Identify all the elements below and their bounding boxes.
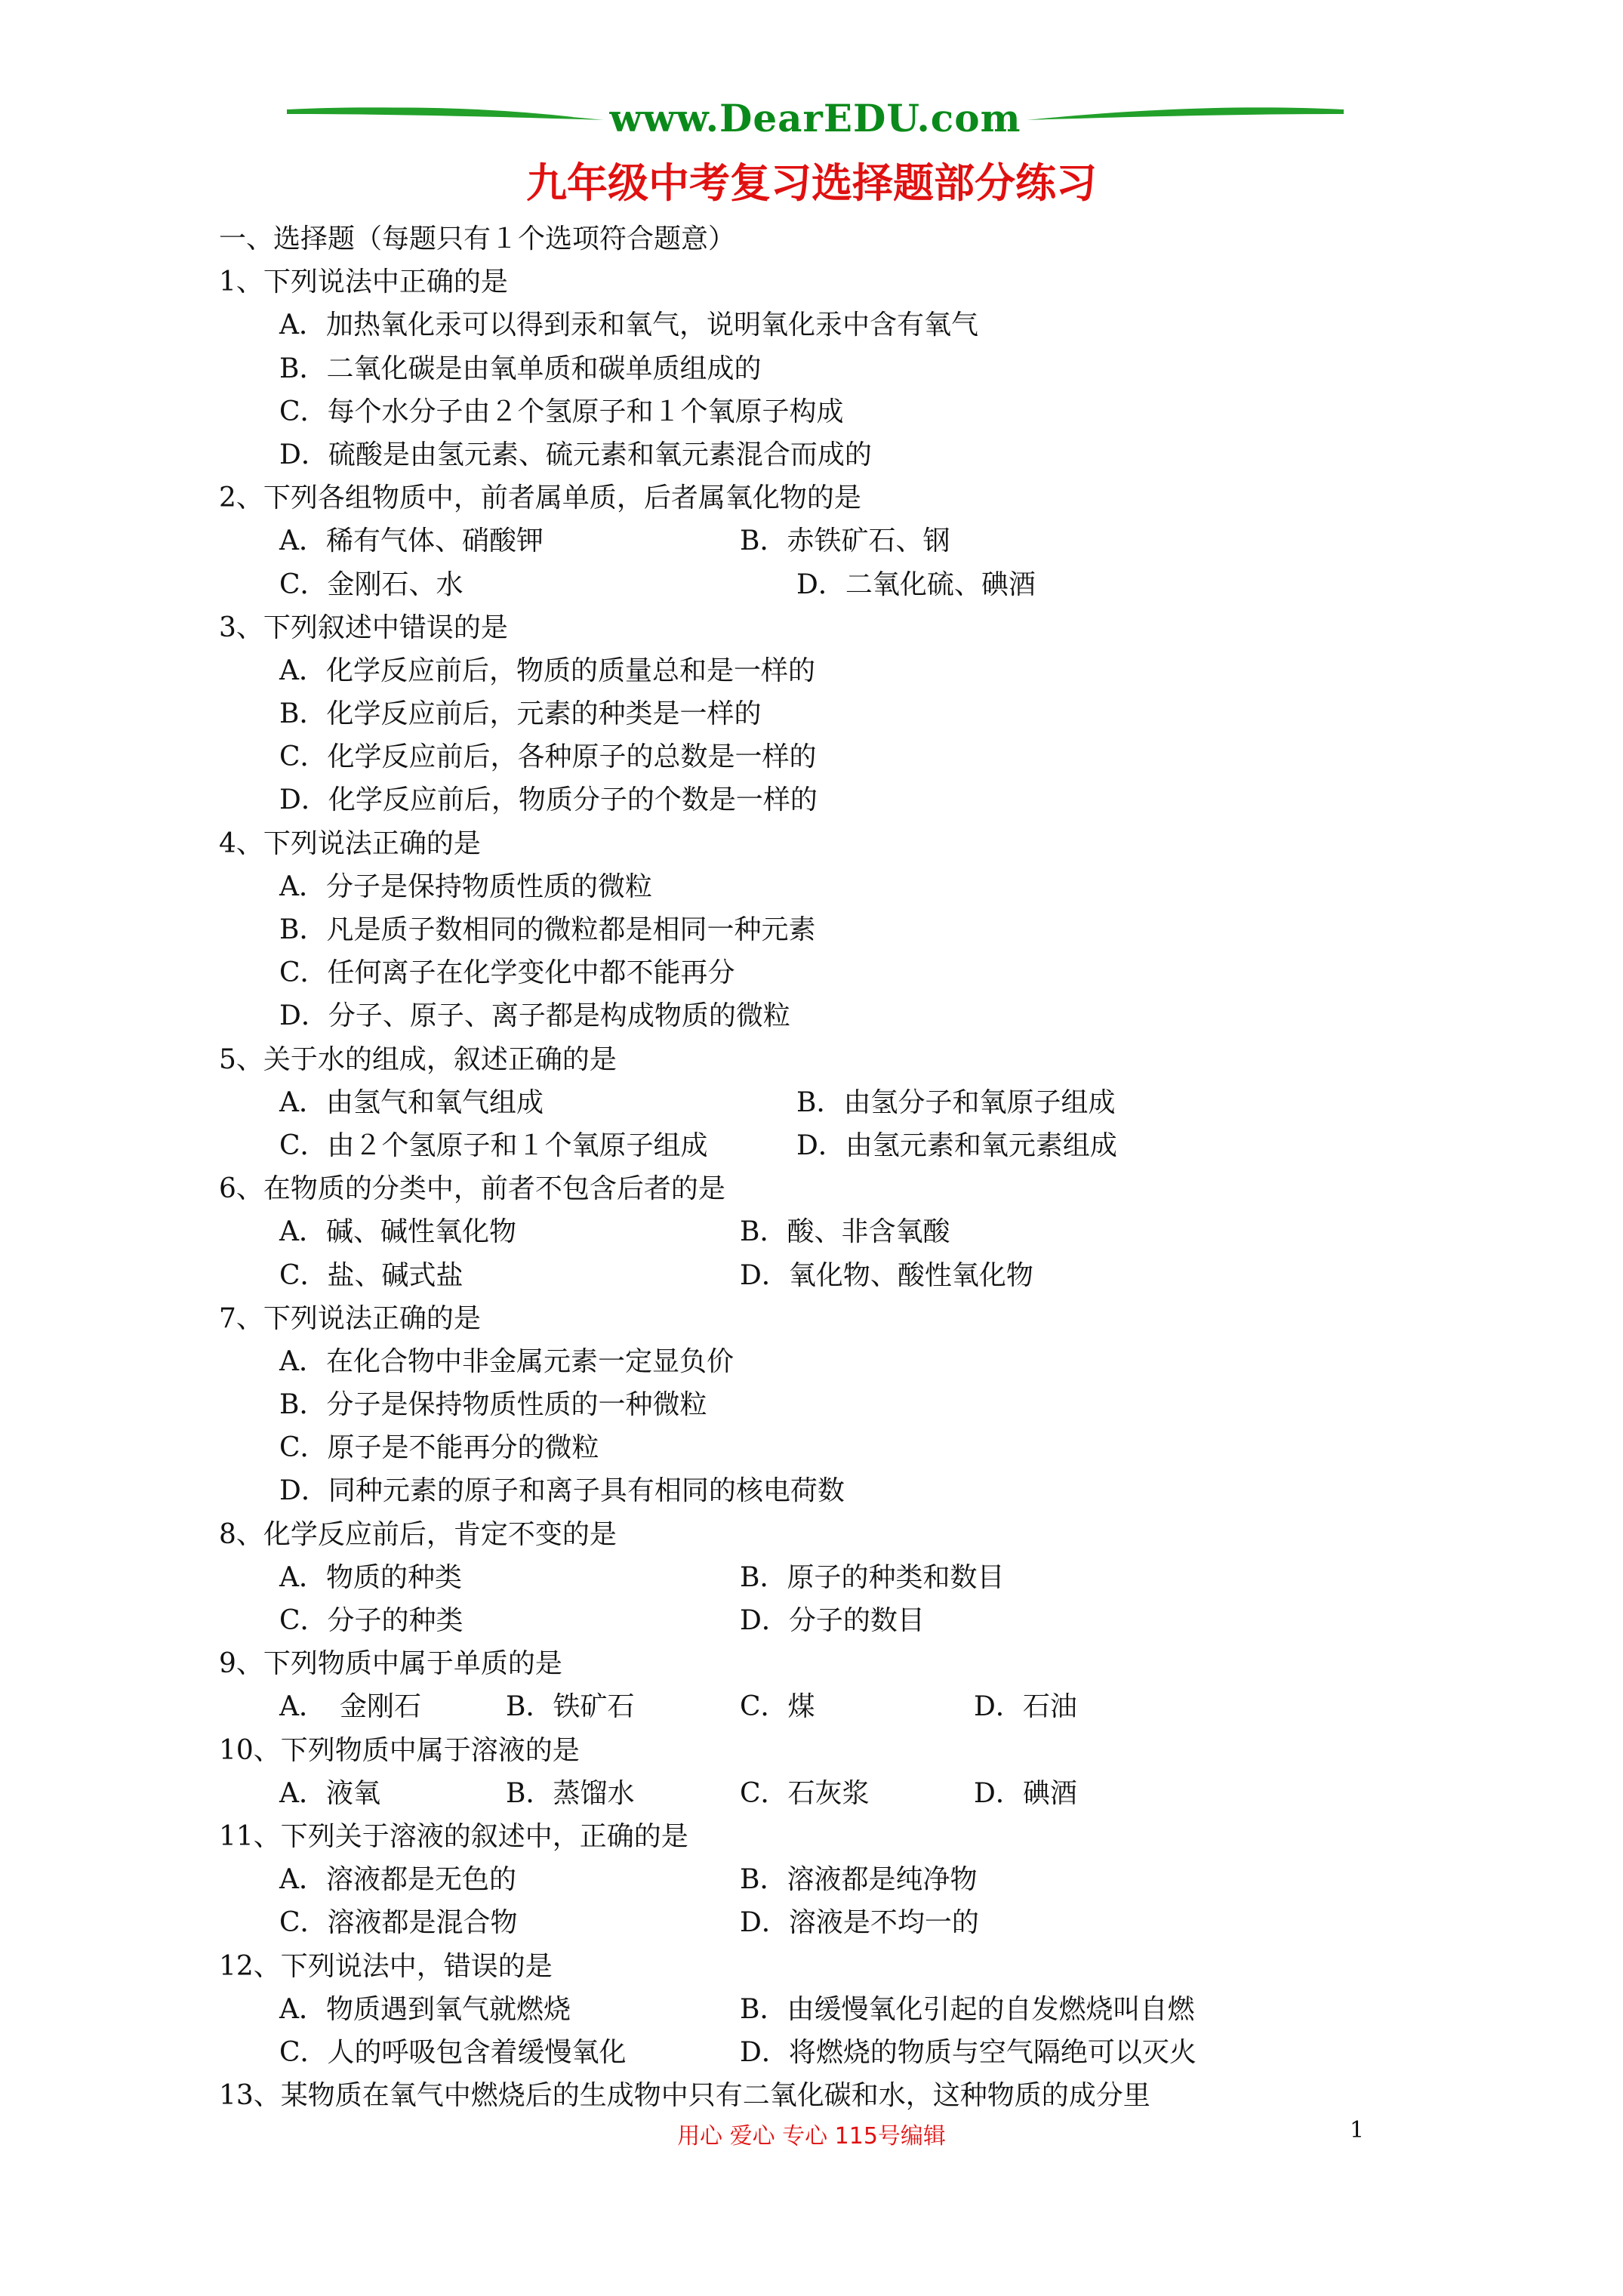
- option-a: A．溶液都是无色的: [279, 1864, 516, 1896]
- option-b: B．分子是保持物质性质的一种微粒: [279, 1389, 707, 1421]
- option-line: [219, 1081, 1487, 1124]
- option-a: A．液氧: [279, 1777, 380, 1809]
- question-stem: 1、下列说法中正确的是: [219, 267, 508, 298]
- option-b: B．由氢分子和氧原子组成: [796, 1086, 1116, 1118]
- question-stem: 11、下列关于溶液的叙述中，正确的是: [219, 1820, 688, 1852]
- option-line: [219, 1901, 1487, 1944]
- question-stem: 7、下列说法正确的是: [219, 1302, 481, 1334]
- option-d: D．分子的数目: [740, 1605, 925, 1636]
- option-d: D．分子、原子、离子都是构成物质的微粒: [279, 1000, 790, 1032]
- question-stem-line: [219, 1167, 1487, 1210]
- question-stem-line: [219, 822, 1487, 865]
- option-a: A．稀有气体、硝酸钾: [279, 525, 544, 557]
- option-a: A．物质遇到氧气就燃烧: [279, 1993, 571, 2025]
- option-d: D．化学反应前后，物质分子的个数是一样的: [279, 784, 818, 816]
- option-line: [219, 2031, 1487, 2074]
- question-stem-line: [219, 260, 1487, 304]
- option-a: A．化学反应前后，物质的质量总和是一样的: [279, 655, 815, 686]
- question-stem: 5、关于水的组成，叙述正确的是: [219, 1043, 617, 1075]
- option-a: A．加热氧化汞可以得到汞和氧气，说明氧化汞中含有氧气: [279, 310, 978, 341]
- question-stem-line: [219, 1815, 1487, 1858]
- option-b: B．赤铁矿石、钢: [740, 525, 950, 557]
- option-c: C．溶液都是混合物: [279, 1907, 518, 1939]
- option-line: [219, 994, 1487, 1037]
- option-line: [219, 304, 1487, 347]
- option-line: [219, 1383, 1487, 1426]
- option-line: [219, 865, 1487, 908]
- option-line: [219, 778, 1487, 821]
- option-line: [219, 1772, 1487, 1815]
- option-line: [219, 1124, 1487, 1167]
- question-stem-line: [219, 1297, 1487, 1340]
- question-stem-line: [219, 1513, 1487, 1556]
- option-c: C．煤: [740, 1691, 815, 1723]
- option-line: [219, 1426, 1487, 1469]
- question-stem-line: [219, 1945, 1487, 1988]
- option-d: D．溶液是不均一的: [740, 1907, 979, 1939]
- page-footer: 用心 爱心 专心 115号编辑: [677, 2123, 946, 2150]
- option-b: B．溶液都是纯净物: [740, 1864, 978, 1896]
- section-heading: 一、选择题（每题只有１个选项符合题意）: [219, 223, 736, 254]
- option-c: C．金刚石、水: [279, 569, 463, 600]
- option-b: B．蒸馏水: [506, 1777, 635, 1809]
- option-line: [219, 692, 1487, 735]
- option-line: [219, 1340, 1487, 1383]
- question-stem: 9、下列物质中属于单质的是: [219, 1648, 562, 1680]
- option-a: A．碱、碱性氧化物: [279, 1216, 516, 1248]
- option-line: [219, 951, 1487, 994]
- option-b: B．化学反应前后，元素的种类是一样的: [279, 698, 762, 730]
- option-b: B．二氧化碳是由氧单质和碳单质组成的: [279, 353, 762, 384]
- question-stem-line: [219, 1038, 1487, 1081]
- option-line: [219, 1556, 1487, 1599]
- page-number: 1: [1350, 2117, 1365, 2143]
- option-d: D．硫酸是由氢元素、硫元素和氧元素混合而成的: [279, 439, 872, 470]
- option-line: [219, 1210, 1487, 1253]
- option-a: A．物质的种类: [279, 1561, 462, 1593]
- question-stem-line: [219, 606, 1487, 649]
- question-stem: 4、下列说法正确的是: [219, 827, 481, 859]
- question-stem-line: [219, 2074, 1487, 2117]
- option-d: D．将燃烧的物质与空气隔绝可以灭火: [740, 2036, 1196, 2068]
- option-b: B．原子的种类和数目: [740, 1561, 1005, 1593]
- option-c: C．盐、碱式盐: [279, 1259, 463, 1291]
- option-d: D．氧化物、酸性氧化物: [740, 1259, 1033, 1291]
- option-line: [219, 649, 1487, 692]
- option-b: B．酸、非含氧酸: [740, 1216, 950, 1248]
- option-line: [219, 563, 1487, 606]
- page-title: 九年级中考复习选择题部分练习: [526, 159, 1097, 207]
- site-banner: [287, 94, 1344, 155]
- option-c: C．分子的种类: [279, 1605, 463, 1636]
- option-b: B．由缓慢氧化引起的自发燃烧叫自燃: [740, 1993, 1195, 2025]
- option-b: B．凡是质子数相同的微粒都是相同一种元素: [279, 914, 816, 945]
- question-stem-line: [219, 1729, 1487, 1772]
- option-a: A． 金刚石: [279, 1691, 421, 1723]
- option-d: D．由氢元素和氧元素组成: [796, 1130, 1117, 1161]
- option-d: D．石油: [974, 1691, 1077, 1723]
- option-line: [219, 1469, 1487, 1512]
- question-stem: 12、下列说法中，错误的是: [219, 1950, 553, 1982]
- question-stem: 3、下列叙述中错误的是: [219, 612, 508, 643]
- option-d: D．同种元素的原子和离子具有相同的核电荷数: [279, 1475, 845, 1507]
- option-line: [219, 735, 1487, 778]
- question-stem: 13、某物质在氧气中燃烧后的生成物中只有二氧化碳和水，这种物质的成分里: [219, 2080, 1150, 2112]
- option-a: A．分子是保持物质性质的微粒: [279, 871, 652, 902]
- option-c: C．由２个氢原子和１个氧原子组成: [279, 1130, 708, 1161]
- option-line: [219, 390, 1487, 433]
- option-c: C．任何离子在化学变化中都不能再分: [279, 957, 735, 989]
- option-b: B．铁矿石: [506, 1691, 635, 1723]
- question-list: [219, 217, 1487, 2117]
- option-c: C．每个水分子由２个氢原子和１个氧原子构成: [279, 396, 844, 427]
- option-d: D．碘酒: [974, 1777, 1077, 1809]
- option-line: [219, 908, 1487, 951]
- question-stem-line: [219, 476, 1487, 519]
- option-line: [219, 1988, 1487, 2031]
- option-line: [219, 433, 1487, 476]
- option-c: C．化学反应前后，各种原子的总数是一样的: [279, 741, 817, 773]
- option-d: D．二氧化硫、碘酒: [796, 569, 1036, 600]
- site-brand[interactable]: www.DearEDU.com: [609, 96, 1021, 140]
- option-line: [219, 519, 1487, 562]
- option-line: [219, 1254, 1487, 1297]
- question-stem: 2、下列各组物质中，前者属单质，后者属氧化物的是: [219, 482, 861, 514]
- option-c: C．原子是不能再分的微粒: [279, 1432, 599, 1464]
- question-stem: 6、在物质的分类中，前者不包含后者的是: [219, 1173, 725, 1205]
- option-c: C．人的呼吸包含着缓慢氧化: [279, 2036, 627, 2068]
- option-line: [219, 1599, 1487, 1642]
- option-a: A．由氢气和氧气组成: [279, 1086, 544, 1118]
- option-line: [219, 1858, 1487, 1901]
- option-line: [219, 347, 1487, 390]
- option-a: A．在化合物中非金属元素一定显负价: [279, 1345, 734, 1377]
- section-heading-line: [219, 217, 1487, 260]
- option-line: [219, 1685, 1487, 1728]
- option-c: C．石灰浆: [740, 1777, 870, 1809]
- question-stem: 8、化学反应前后，肯定不变的是: [219, 1518, 617, 1550]
- question-stem-line: [219, 1642, 1487, 1685]
- question-stem: 10、下列物质中属于溶液的是: [219, 1734, 580, 1766]
